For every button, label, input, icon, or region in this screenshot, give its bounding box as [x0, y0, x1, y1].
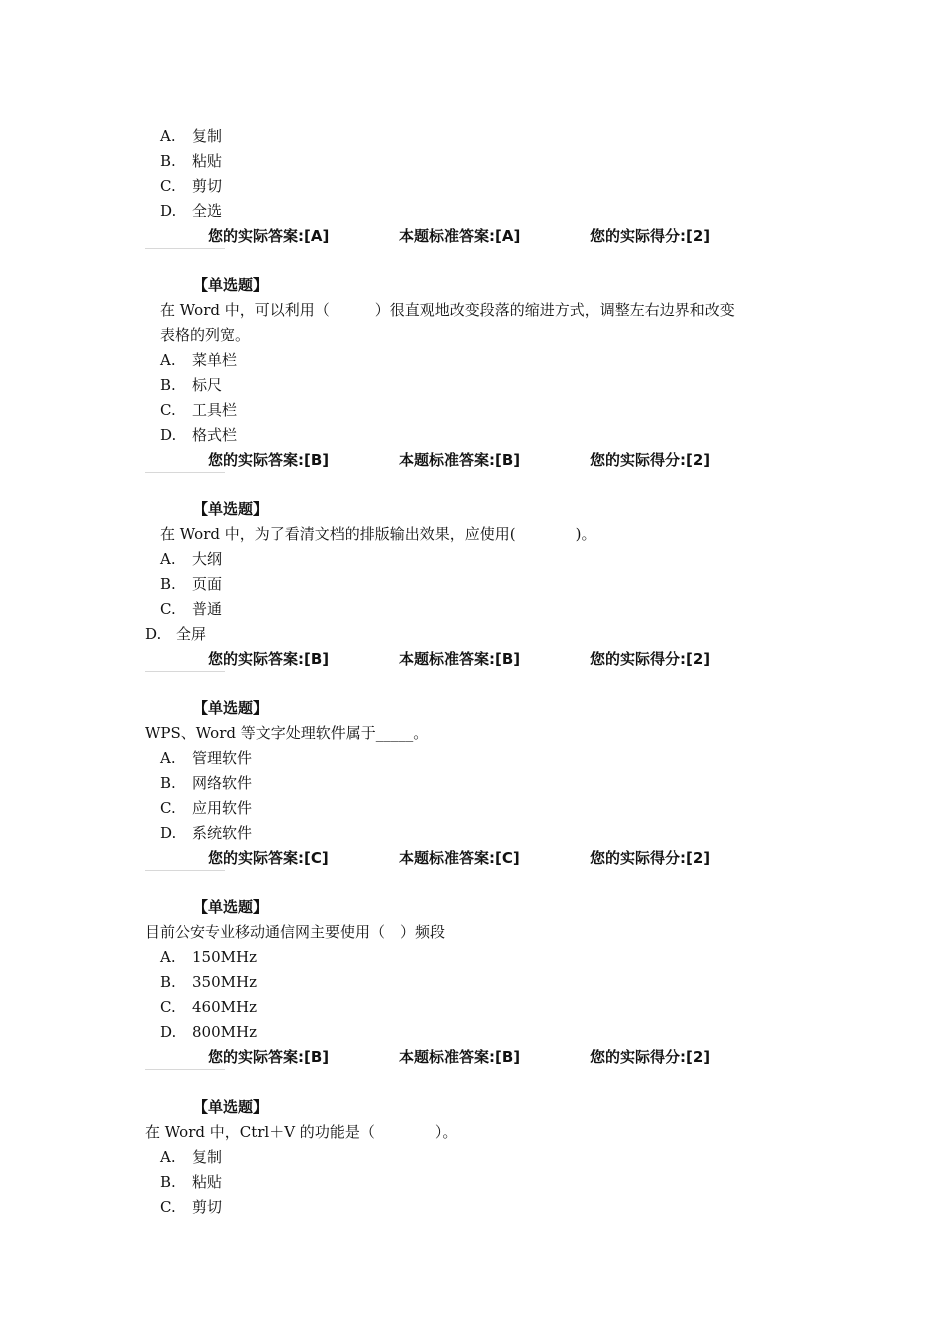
option-letter: D. [145, 625, 162, 643]
separator-line [145, 472, 225, 473]
option-letter: A. [160, 351, 176, 369]
option-letter: A. [160, 1148, 176, 1166]
option-letter: B. [160, 575, 176, 593]
actual-score: 您的实际得分:[2] [590, 849, 711, 867]
option-text: 150MHz [192, 948, 257, 966]
option-text: 粘贴 [192, 1173, 223, 1191]
actual-answer: 您的实际答案:[C] [208, 849, 329, 867]
option-text: 剪切 [192, 177, 223, 195]
standard-answer: 本题标准答案:[A] [399, 227, 521, 245]
separator-line [145, 870, 225, 871]
option-letter: C. [160, 998, 176, 1016]
question-stem-continued: 表格的列宽。 [160, 326, 251, 344]
actual-score: 您的实际得分:[2] [590, 1048, 711, 1066]
option-letter: A. [160, 749, 176, 767]
option-text: 大纲 [192, 550, 223, 568]
separator-line [145, 671, 225, 672]
actual-answer: 您的实际答案:[A] [208, 227, 330, 245]
actual-score: 您的实际得分:[2] [590, 650, 711, 668]
option-letter: C. [160, 600, 176, 618]
question-type: 【单选题】 [193, 1098, 269, 1116]
option-letter: C. [160, 401, 176, 419]
option-letter: A. [160, 948, 176, 966]
actual-answer: 您的实际答案:[B] [208, 650, 330, 668]
option-text: 800MHz [192, 1023, 257, 1041]
option-text: 全屏 [176, 625, 207, 643]
actual-answer: 您的实际答案:[B] [208, 451, 330, 469]
question-type: 【单选题】 [193, 699, 269, 717]
separator-line [145, 1069, 225, 1070]
question-type: 【单选题】 [193, 500, 269, 518]
option-letter: B. [160, 1173, 176, 1191]
option-letter: A. [160, 550, 176, 568]
option-letter: B. [160, 774, 176, 792]
option-letter: C. [160, 1198, 176, 1216]
option-text: 460MHz [192, 998, 257, 1016]
option-letter: D. [160, 1023, 177, 1041]
question-stem: 在 Word 中，为了看清文档的排版输出效果，应使用( )。 [160, 525, 597, 543]
question-type: 【单选题】 [193, 276, 269, 294]
option-letter: D. [160, 426, 177, 444]
actual-answer: 您的实际答案:[B] [208, 1048, 330, 1066]
option-text: 菜单栏 [192, 351, 238, 369]
actual-score: 您的实际得分:[2] [590, 451, 711, 469]
option-letter: D. [160, 202, 177, 220]
question-stem: 在 Word 中，可以利用（ ）很直观地改变段落的缩进方式，调整左右边界和改变 [160, 301, 735, 319]
option-text: 剪切 [192, 1198, 223, 1216]
option-text: 系统软件 [192, 824, 253, 842]
standard-answer: 本题标准答案:[B] [399, 650, 521, 668]
option-text: 复制 [192, 1148, 223, 1166]
option-letter: A. [160, 127, 176, 145]
option-text: 格式栏 [192, 426, 238, 444]
option-text: 粘贴 [192, 152, 223, 170]
standard-answer: 本题标准答案:[B] [399, 1048, 521, 1066]
option-text: 工具栏 [192, 401, 238, 419]
option-text: 标尺 [192, 376, 223, 394]
standard-answer: 本题标准答案:[C] [399, 849, 520, 867]
question-stem: 目前公安专业移动通信网主要使用（ ）频段 [145, 923, 446, 941]
option-letter: B. [160, 973, 176, 991]
standard-answer: 本题标准答案:[B] [399, 451, 521, 469]
option-letter: D. [160, 824, 177, 842]
question-stem: 在 Word 中，Ctrl＋V 的功能是（ ）。 [145, 1123, 458, 1141]
question-stem: WPS、Word 等文字处理软件属于_____。 [145, 724, 429, 742]
option-text: 复制 [192, 127, 223, 145]
separator-line [145, 248, 225, 249]
option-letter: B. [160, 376, 176, 394]
option-letter: C. [160, 799, 176, 817]
option-text: 全选 [192, 202, 223, 220]
option-text: 页面 [192, 575, 223, 593]
actual-score: 您的实际得分:[2] [590, 227, 711, 245]
option-text: 管理软件 [192, 749, 253, 767]
option-text: 普通 [192, 600, 223, 618]
question-type: 【单选题】 [193, 898, 269, 916]
option-text: 网络软件 [192, 774, 253, 792]
option-text: 应用软件 [192, 799, 253, 817]
option-letter: C. [160, 177, 176, 195]
option-text: 350MHz [192, 973, 257, 991]
option-letter: B. [160, 152, 176, 170]
